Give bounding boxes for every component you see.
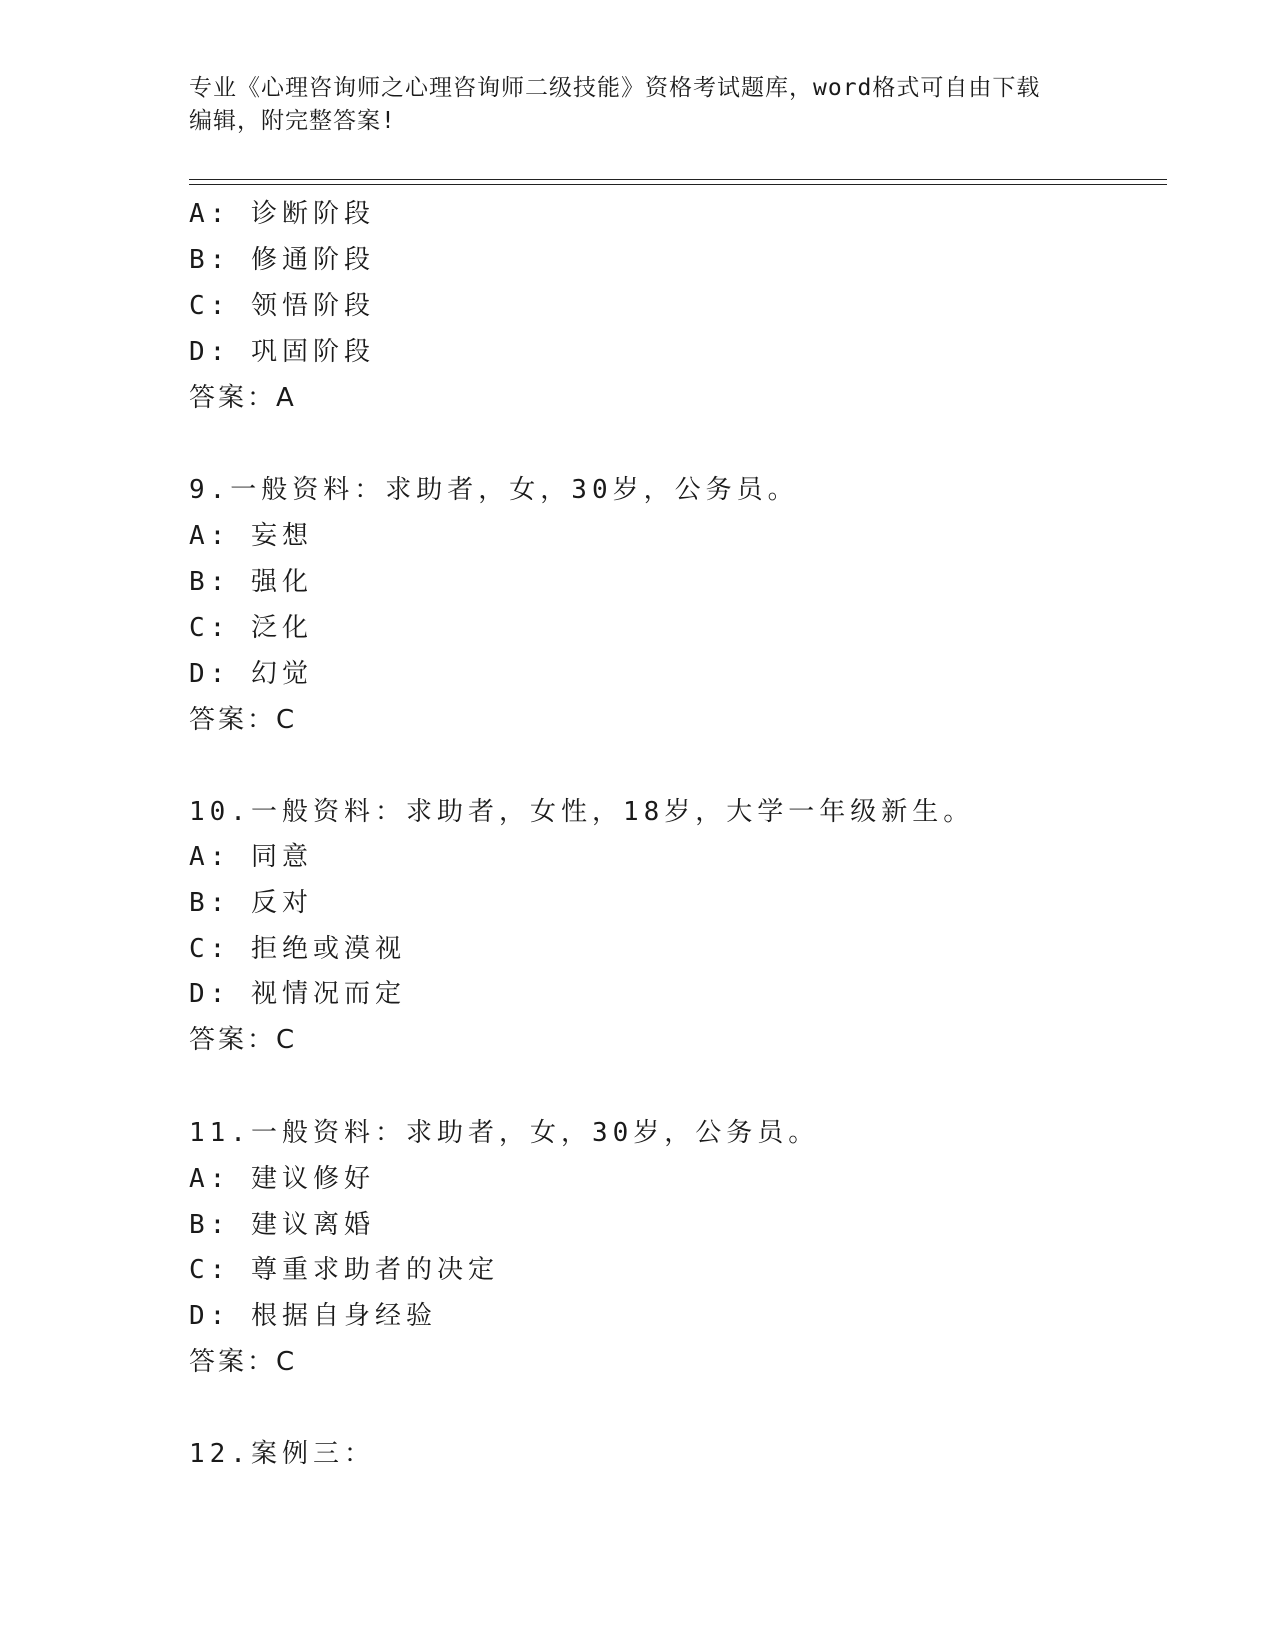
q9-option-d: D: 幻觉 [189, 659, 313, 689]
q8-option-c: C: 领悟阶段 [189, 291, 375, 321]
q8-option-d: D: 巩固阶段 [189, 337, 375, 367]
q9-answer: 答案：C [189, 705, 298, 735]
q8-option-a: A: 诊断阶段 [189, 199, 375, 229]
q10-question: 10.一般资料：求助者，女性，18岁，大学一年级新生。 [189, 797, 975, 827]
q10-answer: 答案：C [189, 1025, 298, 1055]
header-line-2: 编辑，附完整答案! [189, 108, 396, 134]
q11-question: 11.一般资料：求助者，女，30岁，公务员。 [189, 1118, 820, 1148]
q12-question: 12.案例三： [189, 1439, 375, 1469]
q11-option-b: B: 建议离婚 [189, 1210, 375, 1240]
q9-option-c: C: 泛化 [189, 613, 313, 643]
q9-option-a: A: 妄想 [189, 521, 313, 551]
q11-option-d: D: 根据自身经验 [189, 1301, 437, 1331]
q11-option-a: A: 建议修好 [189, 1164, 375, 1194]
q9-option-b: B: 强化 [189, 567, 313, 597]
q8-option-b: B: 修通阶段 [189, 245, 375, 275]
document-header [189, 72, 1089, 138]
q10-option-d: D: 视情况而定 [189, 979, 406, 1009]
q11-option-c: C: 尊重求助者的决定 [189, 1255, 499, 1285]
q11-answer: 答案：C [189, 1347, 298, 1377]
header-divider-bottom [189, 184, 1167, 185]
q10-option-b: B: 反对 [189, 888, 313, 918]
header-divider-top [189, 179, 1167, 180]
q10-option-a: A: 同意 [189, 842, 313, 872]
header-line-1: 专业《心理咨询师之心理咨询师二级技能》资格考试题库，word格式可自由下载 [189, 75, 1041, 101]
q9-question: 9.一般资料：求助者，女，30岁，公务员。 [189, 475, 799, 505]
q8-answer: 答案：A [189, 383, 297, 413]
q10-option-c: C: 拒绝或漠视 [189, 934, 406, 964]
